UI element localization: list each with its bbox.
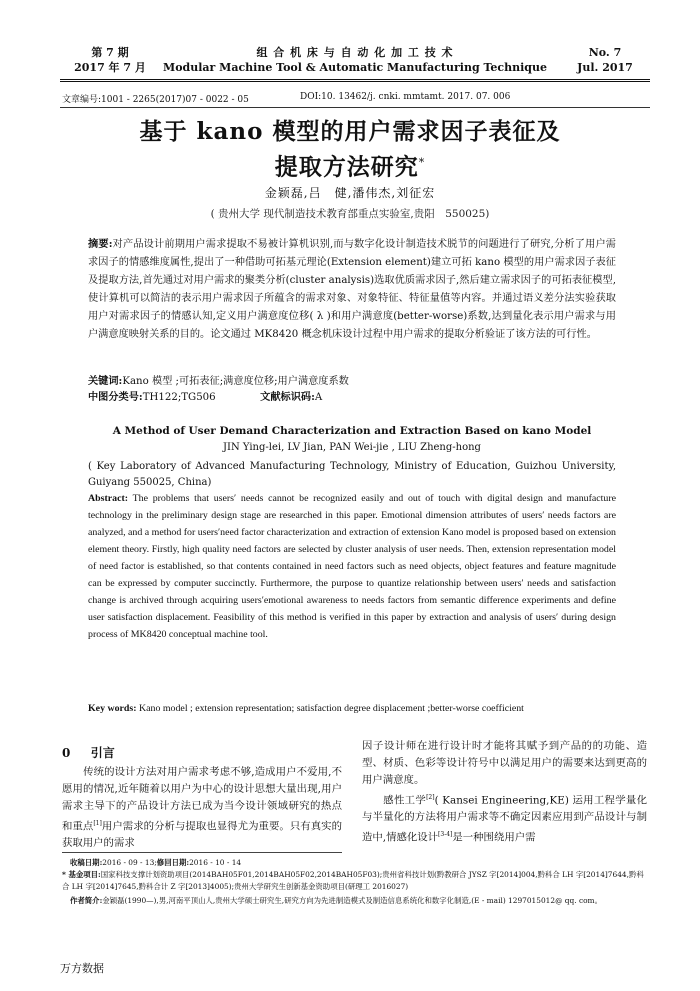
footnote-fund [62, 869, 650, 893]
abstract-zh-text: 对产品设计前期用户需求提取不易被计算机识别,而与数字化设计制造技术脱节的问题进行了研究,分析了用户需求因子的情感维度属性,提出了一种借助可拓基元理论(Extension element)建立可拓 kano 模型的用户需求因子表征及提取方法,首先通过对用户需求的聚类分析(cluster analysis)选取优质需求因子,然后建立需求因子的可拓表征模型,使计算机可以简洁的表示用户需求因子所蕴含的需求对象、对象特征、特征量值等内容。并通过语义差分法实验获取用户对需求因子的情感认知,定义用户满意度位移( λ )和用户满意度(better-worse)系数,达到量化表示用户需求与用户满意度映射关系的目的。论文通过 MK8420 概念机床设计过程中用户需求的提取分析验证了该方法的可行性。 [88, 239, 616, 340]
footnote-dates [70, 857, 650, 869]
header-issue-en: No. 7 [588, 46, 622, 59]
received-label: 收稿日期: [70, 858, 103, 867]
keywords-zh-text: Kano 模型 ;可拓表征;满意度位移;用户满意度系数 [122, 376, 349, 387]
affiliation: ( 贵州大学 现代制造技术教育部重点实验室,贵阳 550025) [210, 208, 490, 220]
english-keywords [88, 700, 616, 717]
abstract-zh [88, 235, 616, 344]
clc-label: 中图分类号: [88, 391, 143, 403]
section-number: 0 [62, 746, 71, 760]
header-journal-en: Modular Machine Tool & Automatic Manufacturing Technique [163, 61, 547, 74]
intro-paragraph-2a: 感性工学 [383, 794, 427, 807]
keywords-zh-label: 关键词: [88, 375, 123, 387]
doi: DOI:10. 13462/j. cnki. mmtamt. 2017. 07. 006 [300, 92, 511, 102]
body-right-column [362, 738, 647, 847]
citation-1: [1] [93, 820, 102, 827]
header-journal-block [150, 45, 560, 75]
intro-paragraph-2 [362, 789, 647, 847]
english-abstract-label: Abstract: [88, 493, 129, 504]
english-authors: JIN Ying-lei, LV Jian, PAN Wei-jie , LIU Zheng-hong [223, 442, 481, 453]
paper-title-text: 提取方法研究 [274, 153, 419, 181]
author-bio-text: 金颖磊(1990—),男,河南平顶山人,贵州大学硕士研究生,研究方向为先进制造模式及制造信息系统化和数字化制造,(E - mail) 1297015012@ qq. com。 [102, 896, 602, 905]
english-abstract [88, 490, 616, 643]
revised-date: 2016 - 10 - 14 [189, 858, 242, 867]
citation-3-4: [3-4] [438, 831, 453, 839]
fund-text: 国家科技支撑计划资助项目(2014BAH05F01,2014BAH05F02,2014BAH05F03);贵州省科技计划(黔教研合 JYSZ 字[2014]004,黔科合 LH 字[2014]7644,黔科合 LH 字[2014]7645,黔科合计 Z 字[2013]4005);贵州大学研究生创新基金资助项目(研理工 2016027) [62, 870, 644, 891]
english-keywords-text: Kano model ; extension representation; satisfaction degree displacement ;better-worse coefficient [139, 703, 524, 714]
header-rule [60, 79, 650, 80]
revised-label: 修回日期: [156, 858, 190, 867]
header-issue-zh: 第 7 期 [91, 46, 129, 59]
author-list: 金颖磊,吕 健,潘伟杰,刘征宏 [264, 186, 436, 200]
received-date: 2016 - 09 - 13; [102, 858, 157, 867]
header-journal-zh: 组 合 机 床 与 自 动 化 加 工 技 术 [256, 46, 454, 59]
paper-title-line2 [70, 147, 630, 184]
header-date-zh: 2017 年 7 月 [74, 61, 146, 74]
paper-title-line1: 基于 kano 模型的用户需求因子表征及 [139, 118, 561, 145]
meta-rule [60, 107, 650, 108]
intro-paragraph-2b: ( Kansei Engineering,KE) 运用工程学量化与半量化的方法将用户需求等不确定因素应用到产品设计与制造中,情感化设计 [362, 794, 648, 844]
section-title: 引言 [90, 746, 115, 760]
doc-code-label: 文献标识码: [260, 391, 315, 403]
intro-paragraph-2c: 是一种围绕用户需 [452, 831, 536, 844]
title-footnote-mark: * [418, 156, 426, 169]
keywords-zh [88, 373, 616, 390]
doc-code-value: A [314, 392, 323, 403]
english-affiliation: ( Key Laboratory of Advanced Manufacturing Technology, Ministry of Education, Guizhou University, Guiyang 550025, China) [88, 461, 616, 488]
english-title: A Method of User Demand Characterization and Extraction Based on kano Model [112, 425, 592, 437]
article-number: 文章编号:1001 - 2265(2017)07 - 0022 - 05 [62, 95, 249, 105]
abstract-zh-label: 摘要: [88, 238, 113, 250]
header-date-en: Jul. 2017 [577, 61, 633, 74]
english-abstract-text: The problems that users′ needs cannot be recognized easily and out of touch with digital design and manufacture technology in the preliminary design stage are researched in this paper. Emotional dimension attributes of users′ needs factors are analyzed, and a method for users′need factor characterization and extraction of extension Kano model is proposed based on extension element theory. Firstly, high quality need factors are selected by cluster analysis of user needs. Then, extension representation model of need factor is established, so that contents contained in need factors such as need objects, object features and feature magnitude can be expressed by computer succinctly. Furthermore, the purpose to quantize relationship between users′ needs and satisfaction change is archived through acquiring users′emotional awareness to needs factors from semantic difference experiments and define user satisfaction displacement. Feasibility of this method is verified in this paper by extraction and analysis of users′ during design process of MK8420 conceptual machine tool. [88, 493, 617, 640]
fund-label: * 基金项目: [62, 870, 101, 879]
citation-2: [2] [426, 794, 435, 801]
intro-paragraph-1b: 用户需求的分析与提取也显得尤为重要。只有真实的获取用户的需求 [62, 820, 342, 850]
clc-value: TH122;TG506 [142, 392, 216, 403]
classification [88, 389, 616, 406]
body-left-column [62, 764, 342, 852]
header-rule-2 [60, 81, 650, 82]
intro-paragraph-1: 传统的设计方法对用户需求考虑不够,造成用户不爱用,不愿用的情况,近年随着以用户为中心的设计思想大量出现,用户需求主导下的产品设计方法已成为当今设计领域研究的热点和重点 [62, 766, 342, 833]
english-keywords-label: Key words: [88, 703, 137, 714]
header-issue-en-block [560, 45, 650, 75]
section-heading [62, 744, 115, 761]
intro-paragraph-cont: 因子设计师在进行设计时才能将其赋予到产品的的功能、造型、材质、色彩等设计符号中以满足用户的需要来达到更高的用户满意度。 [362, 740, 647, 786]
footnote-rule [62, 852, 342, 853]
footnote-author [70, 895, 650, 907]
footer-watermark: 万方数据 [60, 962, 104, 975]
header-issue-zh-block [70, 45, 150, 75]
author-bio-label: 作者简介: [70, 896, 103, 905]
